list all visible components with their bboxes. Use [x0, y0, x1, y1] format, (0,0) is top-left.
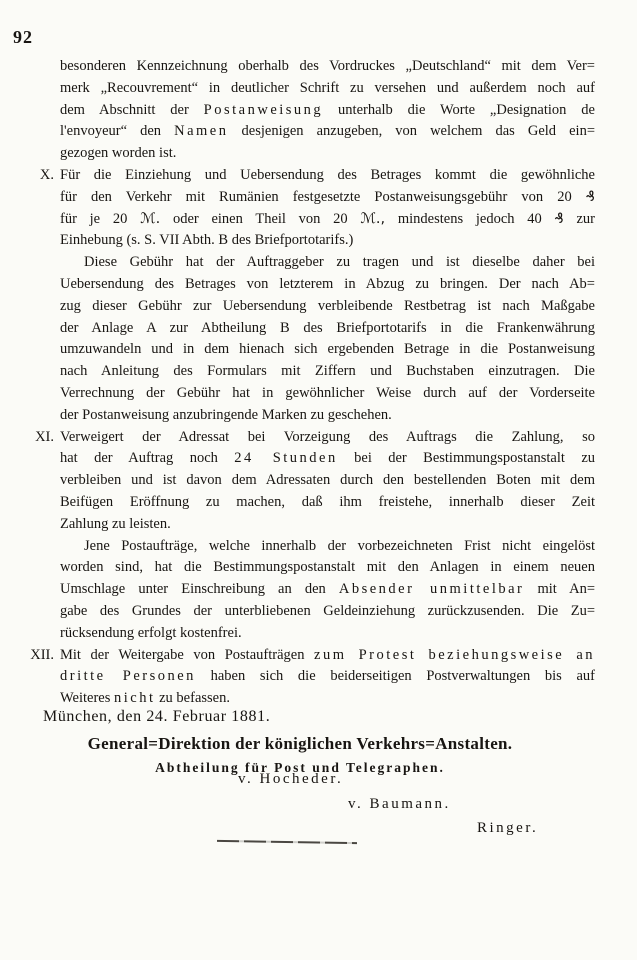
text-line: für den Verkehr mit Rumänien festgesetzte Postanweisungsgebühr von 20 ₰ — [60, 188, 595, 205]
text-line: Mit der Weitergabe von Postaufträgen zum Protest beziehungsweise an — [60, 646, 595, 663]
text-line: Jene Postaufträge, welche innerhalb der vorbezeichneten Frist nicht eingelöst — [84, 537, 595, 554]
text-line: merk „Recouvrement“ in deutlicher Schrift zu versehen und außerdem noch auf — [60, 79, 595, 96]
signature-name: v. Hocheder. — [238, 771, 344, 787]
text-line: Weiteres nicht zu befassen. — [60, 690, 230, 707]
text-line: zug dieser Gebühr zur Uebersendung verbleibende Restbetrag ist nach Maßgabe — [60, 297, 595, 314]
text-line: gabe des Grundes der unterbliebenen Geldeinziehung zurückzusenden. Die Zu= — [60, 602, 595, 619]
text-line: l'envoyeur“ den Namen desjenigen anzugeben, von welchem das Geld ein= — [60, 123, 595, 140]
currency-symbol: ₰ — [554, 210, 564, 227]
emphasized-text: 24 Stunden — [234, 450, 338, 467]
text-line: dritte Personen haben sich die beiderseitigen Postverwaltungen bis auf — [60, 668, 595, 685]
section-paragraph — [39, 165, 595, 252]
text-line: der Postanweisung anzubringende Marken zu geschehen. — [60, 406, 392, 423]
signature-dept: Abtheilung für Post und Telegraphen. — [155, 760, 445, 775]
text-line: Verrechnung der Gebühr hat in gewöhnlicher Weise durch auf der Vorderseite — [60, 384, 595, 401]
signature-name: v. Baumann. — [348, 796, 451, 812]
section-numeral: XII. — [30, 646, 54, 663]
section-numeral: XI. — [35, 428, 54, 445]
text-line: Einhebung (s. S. VII Abth. B des Briefportotarifs.) — [60, 232, 354, 249]
section-paragraph — [30, 645, 595, 710]
text-line: nach Anleitung des Formulars mit Ziffern und Buchstaben einzutragen. Die — [60, 363, 595, 380]
text-line: umzuwandeln und in dem hienach sich ergebenden Betrage in die Postanweisung — [60, 341, 595, 358]
text-block — [30, 56, 595, 710]
text-line: gezogen worden ist. — [60, 145, 177, 162]
text-line: Zahlung zu leisten. — [60, 515, 171, 532]
currency-symbol: ₰ — [585, 188, 595, 205]
emphasized-text: nicht — [114, 690, 156, 707]
text-line: worden sind, hat die Bestimmungspostanstalt mit den Anlagen in einem neuen — [60, 559, 595, 576]
text-line: rücksendung erfolgt kostenfrei. — [60, 624, 242, 641]
text-line: Uebersendung des Betrages von letzterem in Abzug zu bringen. Der nach Ab= — [60, 275, 595, 292]
text-line: Verweigert der Adressat bei Vorzeigung des Auftrags die Zahlung, so — [60, 428, 595, 445]
section-paragraph — [35, 427, 595, 536]
text-line: dem Abschnitt der Postanweisung unterhalb die Worte „Designation de — [60, 101, 595, 118]
text-line: Beifügen Eröffnung zu machen, daß ihm freistehe, innerhalb dieser Zeit — [60, 493, 595, 510]
text-line: Diese Gebühr hat der Auftraggeber zu tragen und ist dieselbe daher bei — [84, 254, 595, 271]
text-line: Umschlage unter Einschreibung an den Absender unmittelbar mit An= — [60, 581, 595, 598]
currency-symbol: ℳ. — [140, 210, 161, 227]
emphasized-text: Namen — [174, 123, 229, 140]
section-numeral: X. — [39, 166, 54, 183]
closing-rule — [217, 840, 357, 844]
text-line: verbleiben und ist davon dem Adressaten durch den bestellenden Boten mit dem — [60, 472, 595, 489]
section-paragraph — [60, 536, 595, 645]
section-paragraph — [60, 252, 595, 426]
signature-name: Ringer. — [477, 820, 539, 836]
paragraph — [60, 56, 595, 165]
emphasized-text: Postanweisung — [203, 101, 324, 118]
signature-org: General=Direktion der königlichen Verkehrs=Anstalten. — [87, 734, 513, 753]
emphasized-text: zum Protest beziehungsweise an — [314, 646, 595, 663]
text-line: Für die Einziehung und Uebersendung des Betrages kommt die gewöhnliche — [60, 166, 595, 183]
text-line: für je 20 ℳ. oder einen Theil von 20 ℳ., mindestens jedoch 40 ₰ zur — [60, 210, 595, 227]
text-line: der Anlage A zur Abtheilung B des Briefportotarifs in die Frankenwährung — [60, 319, 595, 336]
currency-symbol: ℳ., — [360, 210, 386, 227]
text-line: besonderen Kennzeichnung oberhalb des Vordruckes „Deutschland“ mit dem Ver= — [60, 58, 595, 74]
page-number: 92 — [13, 27, 33, 47]
emphasized-text: dritte Personen — [60, 668, 196, 685]
emphasized-text: Absender unmittelbar — [338, 581, 525, 598]
text-line: hat der Auftrag noch 24 Stunden bei der Bestimmungspostanstalt zu — [60, 450, 595, 467]
dateline: München, den 24. Februar 1881. — [43, 708, 271, 725]
